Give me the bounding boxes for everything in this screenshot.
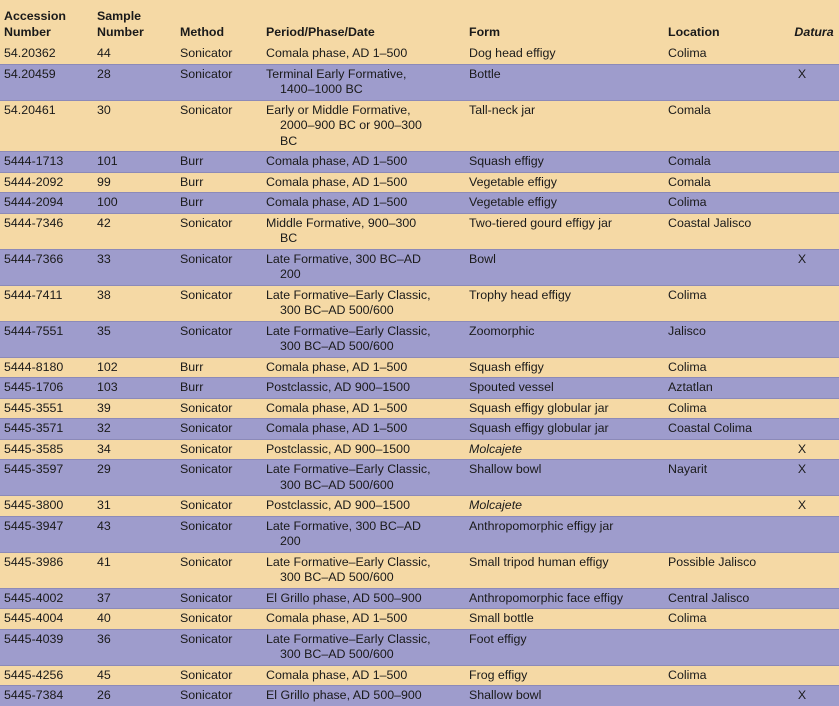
cell-period: Late Formative, 300 BC–AD 200 xyxy=(262,516,465,552)
cell-sample: 28 xyxy=(93,64,176,100)
cell-location: Coastal Colima xyxy=(664,419,785,440)
cell-period: Comala phase, AD 1–500 xyxy=(262,193,465,214)
header-sample-number: Sample Number xyxy=(97,9,144,39)
cell-datura xyxy=(785,629,839,665)
cell-datura xyxy=(785,44,839,64)
table-header-row xyxy=(0,0,839,44)
cell-sample: 44 xyxy=(97,46,111,60)
table-row xyxy=(0,588,839,609)
cell-datura xyxy=(785,357,839,378)
cell-accession: 5445-4004 xyxy=(0,609,93,630)
cell-sample: 35 xyxy=(93,321,176,357)
cell-location: Colima xyxy=(664,398,785,419)
cell-location: Jalisco xyxy=(664,321,785,357)
cell-accession: 5444-8180 xyxy=(0,357,93,378)
cell-datura xyxy=(785,285,839,321)
cell-datura xyxy=(785,100,839,152)
cell-accession: 5445-3947 xyxy=(0,516,93,552)
cell-form: Squash effigy xyxy=(465,357,664,378)
cell-form: Spouted vessel xyxy=(465,378,664,399)
header-location: Location xyxy=(668,25,720,39)
cell-accession: 5445-4002 xyxy=(0,588,93,609)
cell-form: Dog head effigy xyxy=(469,46,556,60)
cell-datura: X xyxy=(785,460,839,496)
cell-method: Sonicator xyxy=(176,64,262,100)
cell-sample: 42 xyxy=(93,213,176,249)
cell-period: Comala phase, AD 1–500 xyxy=(262,665,465,686)
cell-sample: 37 xyxy=(93,588,176,609)
cell-method: Sonicator xyxy=(176,665,262,686)
cell-sample: 26 xyxy=(93,686,176,706)
table-row xyxy=(0,686,839,706)
cell-datura: X xyxy=(785,439,839,460)
cell-method: Sonicator xyxy=(176,439,262,460)
cell-datura xyxy=(785,193,839,214)
cell-period: Late Formative–Early Classic, 300 BC–AD 500/600 xyxy=(262,460,465,496)
header-period: Period/Phase/Date xyxy=(266,25,375,39)
cell-method: Sonicator xyxy=(176,496,262,517)
cell-location: Comala xyxy=(664,172,785,193)
cell-period: Postclassic, AD 900–1500 xyxy=(262,496,465,517)
cell-accession: 5444-2092 xyxy=(0,172,93,193)
table-row xyxy=(0,609,839,630)
cell-method: Sonicator xyxy=(176,419,262,440)
cell-accession: 5445-3551 xyxy=(0,398,93,419)
cell-accession: 5444-7366 xyxy=(0,249,93,285)
cell-location: Colima xyxy=(668,46,707,60)
cell-form: Anthropomorphic face effigy xyxy=(465,588,664,609)
cell-sample: 32 xyxy=(93,419,176,440)
cell-accession: 5444-7551 xyxy=(0,321,93,357)
table-row xyxy=(0,496,839,517)
cell-datura: X xyxy=(785,686,839,706)
cell-period: Comala phase, AD 1–500 xyxy=(262,419,465,440)
cell-method: Burr xyxy=(176,152,262,173)
cell-method: Sonicator xyxy=(176,460,262,496)
table-row xyxy=(0,665,839,686)
header-method: Method xyxy=(180,25,225,39)
cell-accession: 5445-3800 xyxy=(0,496,93,517)
header-accession-number: Accession Number xyxy=(4,9,66,39)
table-row xyxy=(0,321,839,357)
cell-method: Sonicator xyxy=(176,552,262,588)
cell-method: Sonicator xyxy=(176,321,262,357)
cell-period: Terminal Early Formative, 1400–1000 BC xyxy=(262,64,465,100)
cell-form: Tall-neck jar xyxy=(465,100,664,152)
table-row xyxy=(0,460,839,496)
cell-form: Two-tiered gourd effigy jar xyxy=(465,213,664,249)
cell-location: Colima xyxy=(664,357,785,378)
cell-form: Shallow bowl xyxy=(465,686,664,706)
cell-location: Comala xyxy=(664,100,785,152)
cell-method: Sonicator xyxy=(176,588,262,609)
cell-accession: 5444-1713 xyxy=(0,152,93,173)
cell-period: Postclassic, AD 900–1500 xyxy=(262,378,465,399)
cell-method: Sonicator xyxy=(176,516,262,552)
cell-sample: 100 xyxy=(93,193,176,214)
cell-sample: 103 xyxy=(93,378,176,399)
cell-period: Middle Formative, 900–300 BC xyxy=(262,213,465,249)
cell-method: Burr xyxy=(176,193,262,214)
cell-period: Late Formative–Early Classic, 300 BC–AD 500/600 xyxy=(262,552,465,588)
cell-location xyxy=(664,249,785,285)
cell-accession: 54.20362 xyxy=(4,46,56,60)
cell-sample: 101 xyxy=(93,152,176,173)
table-row xyxy=(0,439,839,460)
cell-method: Sonicator xyxy=(176,285,262,321)
cell-period: Late Formative, 300 BC–AD 200 xyxy=(262,249,465,285)
cell-sample: 33 xyxy=(93,249,176,285)
table-body xyxy=(0,44,839,706)
cell-form: Molcajete xyxy=(465,496,664,517)
cell-accession: 54.20459 xyxy=(0,64,93,100)
table-row xyxy=(0,516,839,552)
table-row xyxy=(0,357,839,378)
cell-method: Sonicator xyxy=(176,398,262,419)
table-row xyxy=(0,172,839,193)
cell-location: Nayarit xyxy=(664,460,785,496)
cell-datura: X xyxy=(785,496,839,517)
cell-form: Anthropomorphic effigy jar xyxy=(465,516,664,552)
table-row xyxy=(0,249,839,285)
header-datura: Datura xyxy=(794,25,834,39)
cell-method: Sonicator xyxy=(176,629,262,665)
cell-form: Vegetable effigy xyxy=(465,193,664,214)
cell-period: El Grillo phase, AD 500–900 xyxy=(262,588,465,609)
table-row xyxy=(0,378,839,399)
cell-location: Aztatlan xyxy=(664,378,785,399)
cell-accession: 5444-7346 xyxy=(0,213,93,249)
cell-method: Sonicator xyxy=(176,100,262,152)
cell-datura xyxy=(785,172,839,193)
table-row xyxy=(0,100,839,152)
cell-datura xyxy=(785,321,839,357)
cell-sample: 43 xyxy=(93,516,176,552)
cell-method: Sonicator xyxy=(176,609,262,630)
cell-accession: 5445-3571 xyxy=(0,419,93,440)
cell-datura xyxy=(785,552,839,588)
table-row xyxy=(0,193,839,214)
table-row xyxy=(0,152,839,173)
cell-datura xyxy=(785,398,839,419)
cell-sample: 38 xyxy=(93,285,176,321)
cell-location xyxy=(664,516,785,552)
cell-period: Comala phase, AD 1–500 xyxy=(262,609,465,630)
cell-datura xyxy=(785,665,839,686)
cell-accession: 54.20461 xyxy=(0,100,93,152)
cell-method: Sonicator xyxy=(176,213,262,249)
cell-form: Molcajete xyxy=(465,439,664,460)
cell-sample: 99 xyxy=(93,172,176,193)
cell-datura xyxy=(785,152,839,173)
cell-location xyxy=(664,686,785,706)
cell-method: Sonicator xyxy=(180,46,233,60)
cell-form: Zoomorphic xyxy=(465,321,664,357)
cell-location xyxy=(664,64,785,100)
table-row xyxy=(0,64,839,100)
cell-form: Frog effigy xyxy=(465,665,664,686)
table-row xyxy=(0,44,839,64)
cell-method: Burr xyxy=(176,378,262,399)
cell-sample: 31 xyxy=(93,496,176,517)
cell-location: Colima xyxy=(664,285,785,321)
cell-datura: X xyxy=(785,64,839,100)
cell-period: Late Formative–Early Classic, 300 BC–AD 500/600 xyxy=(262,321,465,357)
cell-period: Comala phase, AD 1–500 xyxy=(262,357,465,378)
cell-form: Trophy head effigy xyxy=(465,285,664,321)
cell-form: Squash effigy globular jar xyxy=(465,398,664,419)
table-row xyxy=(0,552,839,588)
cell-form: Vegetable effigy xyxy=(465,172,664,193)
header-form: Form xyxy=(469,25,500,39)
cell-sample: 36 xyxy=(93,629,176,665)
cell-form: Squash effigy xyxy=(465,152,664,173)
cell-period: Postclassic, AD 900–1500 xyxy=(262,439,465,460)
cell-sample: 29 xyxy=(93,460,176,496)
cell-datura xyxy=(785,378,839,399)
cell-sample: 40 xyxy=(93,609,176,630)
table-row xyxy=(0,285,839,321)
cell-datura xyxy=(785,516,839,552)
cell-accession: 5445-1706 xyxy=(0,378,93,399)
cell-sample: 30 xyxy=(93,100,176,152)
cell-datura xyxy=(785,419,839,440)
cell-accession: 5445-3986 xyxy=(0,552,93,588)
cell-form: Small tripod human effigy xyxy=(465,552,664,588)
cell-sample: 39 xyxy=(93,398,176,419)
cell-period: Comala phase, AD 1–500 xyxy=(262,172,465,193)
cell-period: Early or Middle Formative, 2000–900 BC or 900–300 BC xyxy=(262,100,465,152)
cell-location xyxy=(664,496,785,517)
cell-location: Coastal Jalisco xyxy=(664,213,785,249)
cell-period: Comala phase, AD 1–500 xyxy=(266,46,408,60)
cell-method: Burr xyxy=(176,357,262,378)
cell-datura xyxy=(785,609,839,630)
table-row xyxy=(0,398,839,419)
cell-period: Late Formative–Early Classic, 300 BC–AD 500/600 xyxy=(262,629,465,665)
cell-accession: 5445-4256 xyxy=(0,665,93,686)
cell-datura: X xyxy=(785,249,839,285)
cell-location: Possible Jalisco xyxy=(664,552,785,588)
cell-location xyxy=(664,439,785,460)
cell-period: El Grillo phase, AD 500–900 xyxy=(262,686,465,706)
cell-accession: 5445-3585 xyxy=(0,439,93,460)
cell-location: Colima xyxy=(664,193,785,214)
cell-location: Colima xyxy=(664,665,785,686)
cell-accession: 5445-7384 xyxy=(0,686,93,706)
table-row xyxy=(0,419,839,440)
cell-location: Comala xyxy=(664,152,785,173)
cell-datura xyxy=(785,213,839,249)
cell-location: Colima xyxy=(664,609,785,630)
cell-period: Late Formative–Early Classic, 300 BC–AD 500/600 xyxy=(262,285,465,321)
cell-sample: 34 xyxy=(93,439,176,460)
cell-period: Comala phase, AD 1–500 xyxy=(262,398,465,419)
cell-accession: 5444-2094 xyxy=(0,193,93,214)
cell-sample: 102 xyxy=(93,357,176,378)
cell-sample: 41 xyxy=(93,552,176,588)
cell-form: Foot effigy xyxy=(465,629,664,665)
cell-form: Bowl xyxy=(465,249,664,285)
cell-period: Comala phase, AD 1–500 xyxy=(262,152,465,173)
cell-datura xyxy=(785,588,839,609)
cell-accession: 5445-4039 xyxy=(0,629,93,665)
cell-method: Sonicator xyxy=(176,686,262,706)
cell-method: Sonicator xyxy=(176,249,262,285)
cell-form: Small bottle xyxy=(465,609,664,630)
cell-form: Shallow bowl xyxy=(465,460,664,496)
cell-location xyxy=(664,629,785,665)
cell-location: Central Jalisco xyxy=(664,588,785,609)
table-row xyxy=(0,629,839,665)
table-row xyxy=(0,213,839,249)
cell-accession: 5444-7411 xyxy=(0,285,93,321)
cell-method: Burr xyxy=(176,172,262,193)
cell-form: Squash effigy globular jar xyxy=(465,419,664,440)
cell-form: Bottle xyxy=(465,64,664,100)
cell-accession: 5445-3597 xyxy=(0,460,93,496)
cell-sample: 45 xyxy=(93,665,176,686)
